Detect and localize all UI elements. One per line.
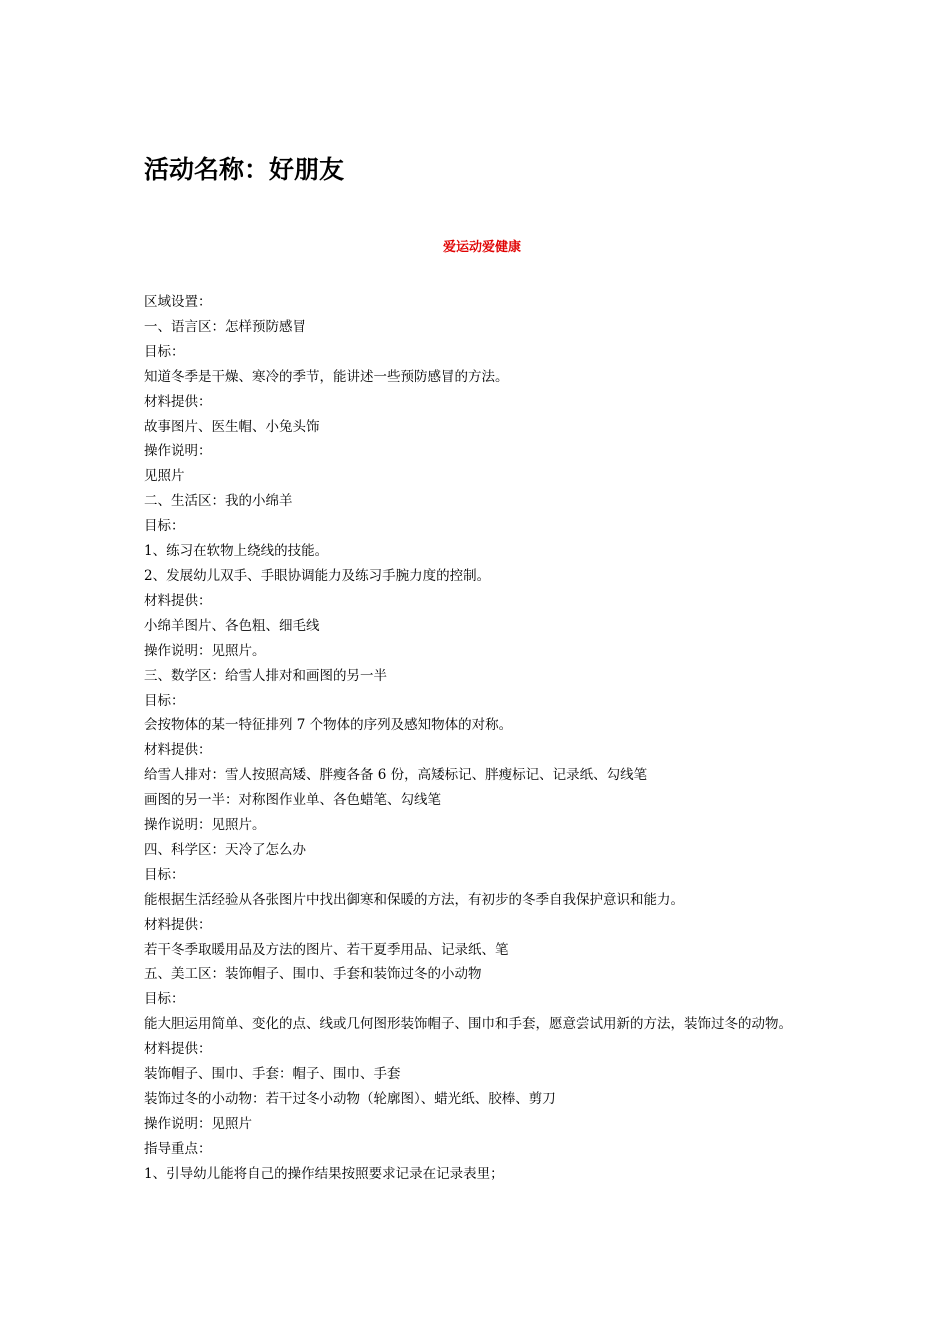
body-line: 材料提供： (144, 393, 212, 410)
body-line: 能大胆运用简单、变化的点、线或几何图形装饰帽子、围巾和手套，愿意尝试用新的方法，装饰过冬的动物。 (144, 1016, 792, 1033)
body-line: 操作说明：见照片。 (144, 642, 266, 659)
body-line: 故事图片、医生帽、小兔头饰 (144, 418, 320, 435)
body-line: 目标： (144, 518, 185, 535)
body-line: 装饰帽子、围巾、手套：帽子、围巾、手套 (144, 1066, 401, 1083)
body-line: 一、语言区：怎样预防感冒 (144, 318, 306, 335)
body-line: 目标： (144, 343, 185, 360)
body-line: 2、发展幼儿双手、手眼协调能力及练习手腕力度的控制。 (144, 567, 491, 584)
body-line: 操作说明：见照片 (144, 1115, 252, 1132)
body-text (144, 290, 812, 1187)
body-line: 目标： (144, 692, 185, 709)
body-line: 1、练习在软物上绕线的技能。 (144, 543, 329, 560)
body-line: 小绵羊图片、各色粗、细毛线 (144, 617, 320, 634)
body-line: 五、美工区：装饰帽子、围巾、手套和装饰过冬的小动物 (144, 966, 482, 983)
body-line: 操作说明：见照片。 (144, 817, 266, 834)
body-line: 目标： (144, 991, 185, 1008)
body-line: 1、引导幼儿能将自己的操作结果按照要求记录在记录表里； (144, 1165, 504, 1182)
body-line: 四、科学区：天冷了怎么办 (144, 841, 306, 858)
body-line: 操作说明： (144, 443, 212, 460)
body-line: 指导重点： (144, 1140, 212, 1157)
body-line: 知道冬季是干燥、寒冷的季节，能讲述一些预防感冒的方法。 (144, 368, 509, 385)
body-line: 若干冬季取暖用品及方法的图片、若干夏季用品、记录纸、笔 (144, 941, 509, 958)
body-line: 材料提供： (144, 742, 212, 759)
page-title: 活动名称：好朋友 (144, 155, 345, 184)
body-line: 区域设置： (144, 294, 212, 310)
body-line: 装饰过冬的小动物：若干过冬小动物（轮廓图）、蜡光纸、胶棒、剪刀 (144, 1091, 556, 1107)
body-line: 三、数学区：给雪人排对和画图的另一半 (144, 667, 387, 684)
body-line: 见照片 (144, 468, 185, 485)
body-line: 材料提供： (144, 592, 212, 609)
body-line: 会按物体的某一特征排列 7 个物体的序列及感知物体的对称。 (144, 717, 513, 734)
body-line: 目标： (144, 866, 185, 883)
body-line: 给雪人排对：雪人按照高矮、胖瘦各备 6 份，高矮标记、胖瘦标记、记录纸、勾线笔 (144, 767, 648, 784)
body-line: 画图的另一半：对称图作业单、各色蜡笔、勾线笔 (144, 792, 441, 809)
body-line: 能根据生活经验从各张图片中找出御寒和保暖的方法，有初步的冬季自我保护意识和能力。 (144, 891, 684, 908)
body-line: 材料提供： (144, 916, 212, 933)
body-line: 材料提供： (144, 1041, 212, 1058)
body-line: 二、生活区：我的小绵羊 (144, 493, 293, 510)
subtitle: 爱运动爱健康 (442, 240, 521, 255)
